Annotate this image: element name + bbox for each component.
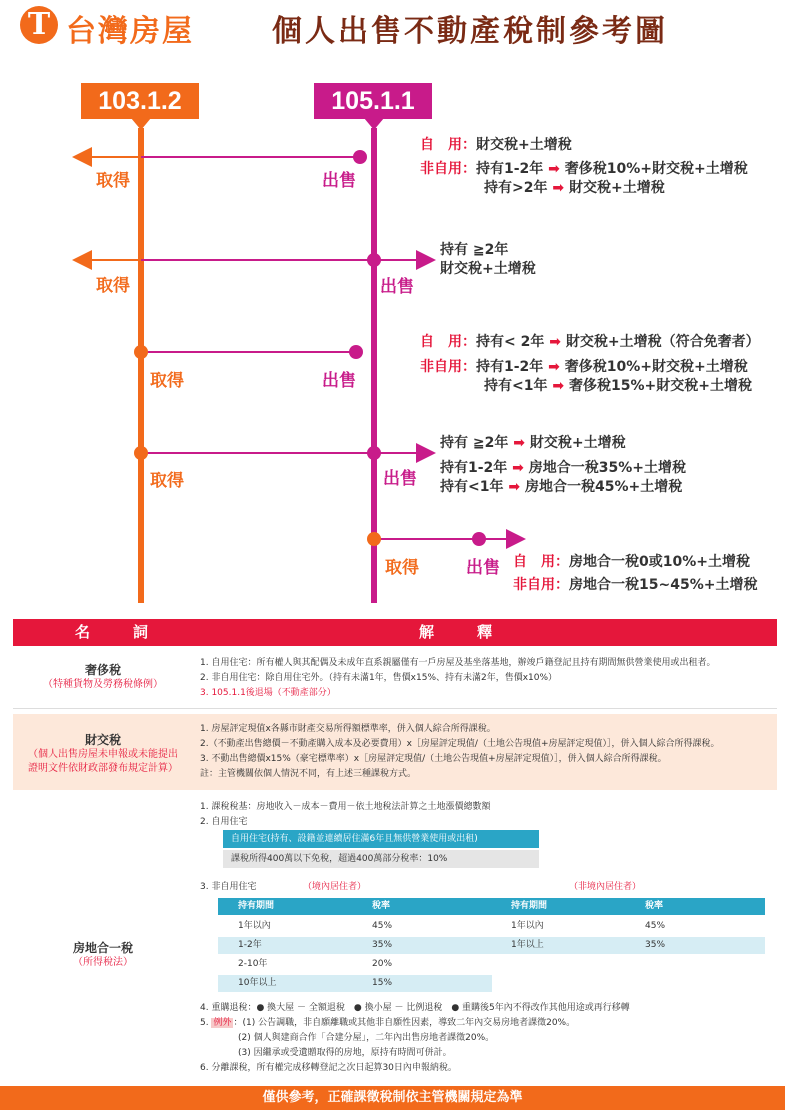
- sell-point: [353, 150, 367, 164]
- arrow-icon: ➡: [512, 460, 524, 476]
- s2-line2: 財交稅+土增稅: [440, 261, 536, 277]
- table-row: 奢侈稅 （特種貨物及勞務稅條例） 1. 自用住宅：所有權人與其配偶及未成年直系親屬僅有一戶房屋及基坐落基地，辦竣戶籍登記且持有期間無供營業使用或出租者。 2. 非自用住宅：除自用住宅外。（持有未滿1年，售價x15%、持有未滿2年，售價x10%） 3. 105.1.1後退場（不動產部分）: [43, 658, 716, 698]
- th-rate: 稅率: [615, 898, 765, 915]
- acquire-point: [134, 345, 148, 359]
- arrow-icon: ➡: [548, 161, 560, 177]
- table-row: 財交稅 （個人出售房屋未申報或未能提出 證明文件依財政部發布規定計算） 1. 房屋評定現值x各縣市財產交易所得額標準率，併入個人綜合所得課稅。 2.（不動產出售總價－不動產購入成本及必要費用）x［房屋評定現值/（土地公告現值+房屋評定現值）］，併入個人綜合所得課稅。 3. 不動出售總價x15%（豪宅標準率）x［房屋評定現值/（土地公告現值+房屋評定現值）］，併入個人綜合所得課稅。 註：主管機關依個人情況不同，有上述三種課稅方式。: [13, 714, 777, 790]
- date-105: 105.1.1: [314, 83, 432, 119]
- sell-point: [349, 345, 363, 359]
- col-explain: 解 釋: [419, 623, 507, 641]
- th-period: 持有期間: [218, 898, 362, 915]
- own-use-rate-bar: 課稅所得400萬以下免稅，超過400萬部分稅率：10%: [223, 850, 539, 868]
- arrow-icon: ➡: [552, 378, 565, 394]
- acquire-label: 取得: [96, 276, 130, 296]
- arrow-icon: ➡: [513, 435, 525, 451]
- acquire-point: [367, 532, 381, 546]
- acquire-label: 取得: [150, 371, 184, 391]
- th-period: 持有期間: [491, 898, 635, 915]
- arrow-icon: ➡: [548, 359, 560, 375]
- sell-point: [472, 532, 486, 546]
- sell-point: [367, 446, 381, 460]
- acquire-label: 取得: [385, 558, 419, 578]
- own-use-bar: 自用住宅(持有、設籍並連續居住滿6年且無供營業使用或出租): [223, 830, 539, 848]
- sell-label: 出售: [322, 371, 356, 391]
- sell-label: 出售: [380, 277, 414, 297]
- col-term: 名 詞: [75, 623, 163, 641]
- table-row: 房地合一稅 （所得稅法） 1. 課稅稅基：房地收入－成本－費用－依土地稅法計算之土地漲價總數額 2. 自用住宅 自用住宅(持有、設籍並連續居住滿6年且無供營業使用或出租) 課稅所得400萬以下免稅，超過400萬部分稅率：10% 3. 非自用住宅 （境內居住者） （非境內居住者） 持有期間 稅率 1年以內 45% 1-2年 35% 2-10年 20% 10年以上 15% 持有期間 稅率 1年以內 45% 1年以上 35% 4. 重購退稅：● 換大屋 － 全額退稅 ● 換小屋 － 比例退稅 ● 重購後5年內不得改作其他用途或再行移轉 5. 例外 ：(1) 公告調職，非自願離職或其他非自願性因素，導致二年內交易房地者課徵20%。 (2) 個人與建商合作「合建分屋」，二年內出售房地者課徵20%。 (3) 因繼承或受遺贈取得的房地，原持有時間可併計。 6. 分離課稅，所有權完成移轉登記之次日起算30日內申報納稅。: [13, 794, 777, 1084]
- footer-note: 僅供參考，正確課徵稅制依主管機關規定為準: [0, 1086, 785, 1110]
- logo-icon: T: [20, 6, 58, 44]
- acquire-label: 取得: [96, 171, 130, 191]
- sell-label: 出售: [383, 469, 417, 489]
- sell-label: 出售: [466, 558, 500, 578]
- arrow-icon: ➡: [508, 479, 521, 495]
- brand-name: 台灣房屋: [66, 14, 194, 49]
- page-title: 個人出售不動產稅制參考圖: [272, 14, 668, 49]
- date-103: 103.1.2: [81, 83, 199, 119]
- exception-tag: 例外: [213, 1018, 232, 1028]
- acquire-label: 取得: [150, 471, 184, 491]
- th-rate: 稅率: [342, 898, 492, 915]
- sell-point: [367, 253, 381, 267]
- acquire-point: [134, 446, 148, 460]
- arrow-icon: ➡: [549, 334, 561, 350]
- arrow-icon: ➡: [552, 180, 565, 196]
- table-header: [13, 619, 777, 646]
- s2-line1: 持有 ≧2年: [440, 242, 509, 258]
- sell-label: 出售: [322, 171, 356, 191]
